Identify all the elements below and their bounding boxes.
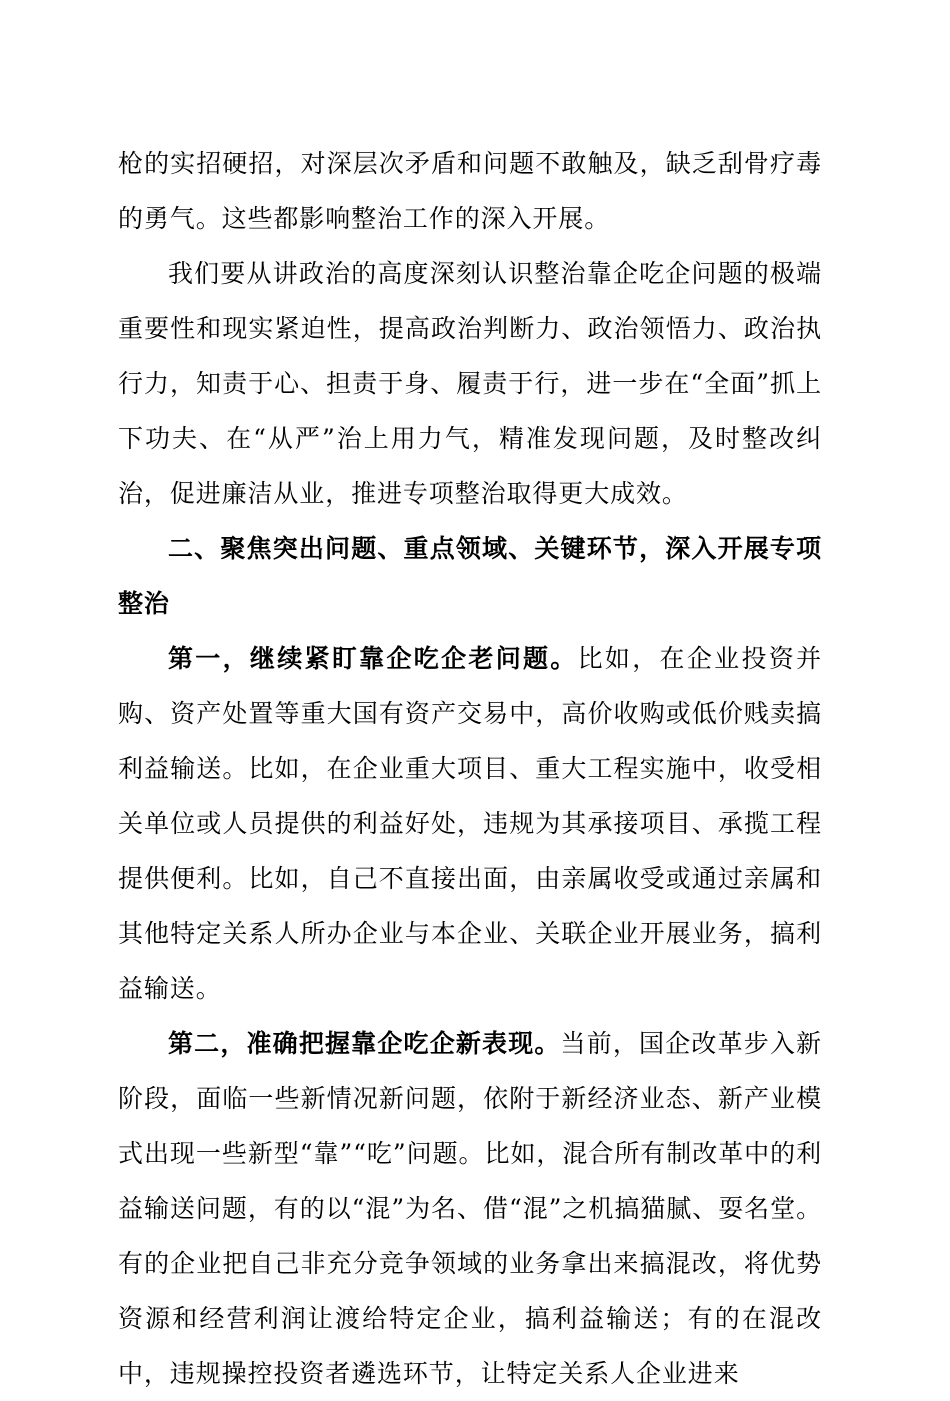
section-heading-2: 二、聚焦突出问题、重点领域、关键环节，深入开展专项整治 [118,534,822,618]
paragraph-political-significance: 我们要从讲政治的高度深刻认识整治靠企吃企问题的极端重要性和现实紧迫性，提高政治判断力、政治领悟力、政治执行力，知责于心、担责于身、履责于行，进一步在“全面”抓上下功夫、在“从严”治上用力气，精准发现问题，及时整改纠治，促进廉洁从业，推进专项整治取得更大成效。 [118,259,822,508]
first-point-body: 比如，在企业投资并购、资产处置等重大国有资产交易中，高价收购或低价贱卖搞利益输送。比如，在企业重大项目、重大工程实施中，收受相关单位或人员提供的利益好处，违规为其承接项目、承揽工程提供便利。比如，自己不直接出面，由亲属收受或通过亲属和其他特定关系人所办企业与本企业、关联企业开展业务，搞利益输送。 [118,644,822,1003]
second-point-body: 当前，国企改革步入新阶段，面临一些新情况新问题，依附于新经济业态、新产业模式出现一些新型“靠”“吃”问题。比如，混合所有制改革中的利益输送问题，有的以“混”为名、借“混”之机搞猫腻、耍名堂。有的企业把自己非充分竞争领域的业务拿出来搞混改，将优势资源和经营利润让渡给特定企业，搞利益输送；有的在混改中，违规操控投资者遴选环节，让特定关系人企业进来 [118,1029,822,1388]
first-point-lead: 第一，继续紧盯靠企吃企老问题。 [168,644,578,673]
paragraph-continuation: 枪的实招硬招，对深层次矛盾和问题不敢触及，缺乏刮骨疗毒的勇气。这些都影响整治工作的深入开展。 [118,149,822,233]
document-body [118,136,822,1401]
paragraph-first-point [118,631,822,1016]
second-point-lead: 第二，准确把握靠企吃企新表现。 [168,1029,561,1058]
paragraph-second-point [118,1016,822,1401]
